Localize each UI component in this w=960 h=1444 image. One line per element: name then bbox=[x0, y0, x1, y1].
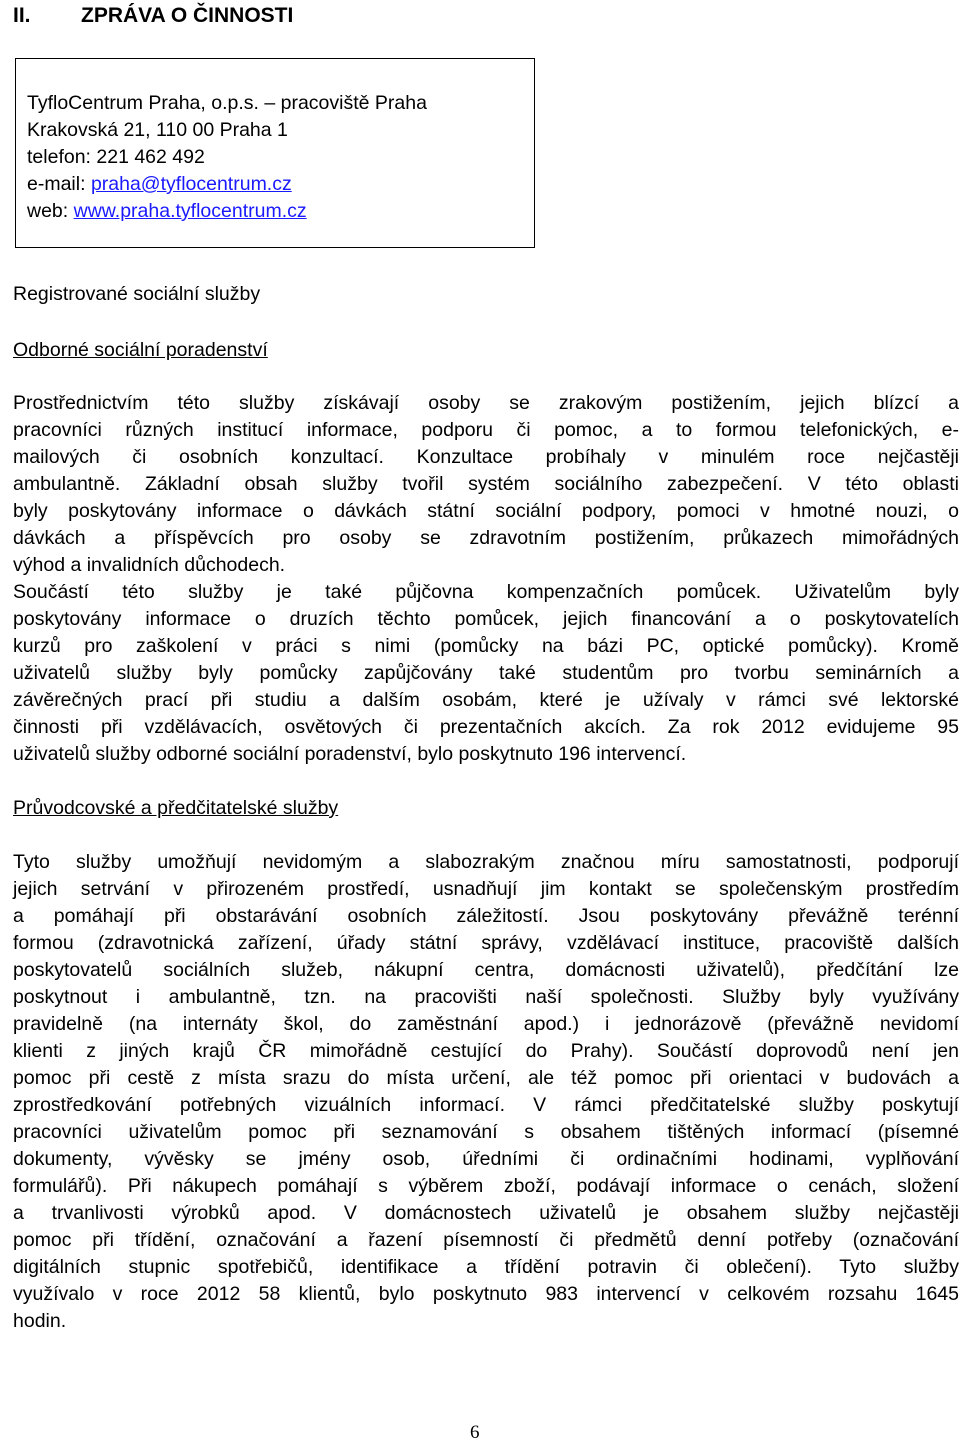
email-link[interactable]: praha@tyflocentrum.cz bbox=[90, 173, 292, 195]
guide-services-paragraph bbox=[13, 849, 959, 1335]
text-line: využívalo v roce 2012 58 klientů, bylo poskytnuto 983 intervencí v celkovém rozsahu 1645 bbox=[13, 1283, 959, 1305]
phone-number: telefon: 221 462 492 bbox=[27, 146, 205, 168]
org-name: TyfloCentrum Praha, o.p.s. – pracoviště Praha bbox=[27, 92, 427, 114]
web-link[interactable]: www.praha.tyflocentrum.cz bbox=[73, 200, 307, 222]
text-line: poskytovány informace o druzích těchto pomůcek, jejich financování a o poskytovatelích bbox=[13, 608, 959, 630]
address-box bbox=[15, 58, 535, 248]
text-line: ambulantně. Základní obsah služby tvořil systém sociálního zabezpečení. V této oblasti bbox=[13, 473, 959, 495]
text-line: výhod a invalidních důchodech. bbox=[13, 554, 286, 576]
text-line: uživatelů služby byly pomůcky zapůjčovány také studentům pro tvorbu seminárních a bbox=[13, 662, 959, 684]
text-line: pracovníci uživatelům pomoc při seznamování s obsahem tištěných informací (písemné bbox=[13, 1121, 959, 1143]
email-label: e-mail: bbox=[27, 173, 91, 195]
text-line: Prostřednictvím této služby získávají osoby se zrakovým postižením, jejich blízcí a bbox=[13, 392, 959, 414]
text-line: pracovníci různých institucí informace, podporu či pomoc, a to formou telefonických, e- bbox=[13, 419, 959, 441]
text-line: pomoc při třídění, označování a řazení písemností či předmětů denní potřeby (označování bbox=[13, 1229, 959, 1251]
text-line: dávkách a příspěvcích pro osoby se zdravotním postižením, průkazech mimořádných bbox=[13, 527, 959, 549]
subsection-title-counseling: Odborné sociální poradenství bbox=[13, 339, 268, 361]
chapter-number: II. bbox=[13, 4, 31, 27]
counseling-paragraph bbox=[13, 390, 959, 768]
text-line: Součástí této služby je také půjčovna kompenzačních pomůcek. Uživatelům byly bbox=[13, 581, 959, 603]
street-address: Krakovská 21, 110 00 Praha 1 bbox=[27, 119, 288, 141]
text-line: hodin. bbox=[13, 1310, 67, 1332]
text-line: jejich setrvání v přirozeném prostředí, usnadňují jim kontakt se společenským prostředím bbox=[13, 878, 959, 900]
web-row bbox=[27, 198, 427, 225]
text-line: kurzů pro zaškolení v práci s nimi (pomůcky na bázi PC, optické pomůcky). Kromě bbox=[13, 635, 959, 657]
text-line: a trvanlivosti výrobků apod. V domácnostech uživatelů je obsahem služby nejčastěji bbox=[13, 1202, 959, 1224]
text-line: a pomáhají při obstarávání osobních záležitostí. Jsou poskytovány převážně terénní bbox=[13, 905, 959, 927]
text-line: klienti z jiných krajů ČR mimořádně cestující do Prahy). Součástí doprovodů není jen bbox=[13, 1040, 959, 1062]
web-label: web: bbox=[27, 200, 74, 222]
email-row bbox=[27, 171, 427, 198]
section-title-registered-services: Registrované sociální služby bbox=[13, 283, 261, 305]
subsection-title-guide-services: Průvodcovské a předčitatelské služby bbox=[13, 797, 339, 819]
text-line: Tyto služby umožňují nevidomým a slabozrakým značnou míru samostatnosti, podporují bbox=[13, 851, 959, 873]
text-line: pomoc při cestě z místa srazu do místa určení, ale též pomoc při orientaci v budovách a bbox=[13, 1067, 959, 1089]
text-line: formou (zdravotnická zařízení, úřady státní správy, vzdělávací instituce, pracoviště dalších bbox=[13, 932, 959, 954]
text-line: digitálních stupnic spotřebičů, identifikace a třídění potravin či oblečení). Tyto služby bbox=[13, 1256, 959, 1278]
text-line: uživatelů služby odborné sociální poradenství, bylo poskytnuto 196 intervencí. bbox=[13, 743, 687, 765]
chapter-title: ZPRÁVA O ČINNOSTI bbox=[81, 4, 294, 27]
text-line: formulářů). Při nákupech pomáhají s výběrem zboží, podávají informace o cenách, složení bbox=[13, 1175, 959, 1197]
text-line: dokumenty, vývěsky se jmény osob, úředními či ordinačními hodinami, vyplňování bbox=[13, 1148, 959, 1170]
text-line: závěrečných prací při studiu a dalším osobám, které je užívaly v rámci své lektorské bbox=[13, 689, 959, 711]
text-line: zprostředkování potřebných vizuálních informací. V rámci předčitatelské služby poskytují bbox=[13, 1094, 959, 1116]
page-number: 6 bbox=[470, 1422, 480, 1443]
text-line: činnosti při vzdělávacích, osvětových či prezentačních akcích. Za rok 2012 evidujeme 95 bbox=[13, 716, 959, 738]
text-line: pravidelně (na internáty škol, do zaměstnání apod.) i jednorázově (převážně nevidomí bbox=[13, 1013, 959, 1035]
text-line: poskytovatelů sociálních služeb, nákupní centra, domácnosti uživatelů), předčítání lze bbox=[13, 959, 959, 981]
chapter-heading bbox=[13, 4, 293, 28]
text-line: mailových či osobních konzultací. Konzultace probíhaly v minulém roce nejčastěji bbox=[13, 446, 959, 468]
text-line: byly poskytovány informace o dávkách státní sociální podpory, pomoci v hmotné nouzi, o bbox=[13, 500, 959, 522]
text-line: poskytnout i ambulantně, tzn. na pracovišti naší společnosti. Služby byly využívány bbox=[13, 986, 959, 1008]
